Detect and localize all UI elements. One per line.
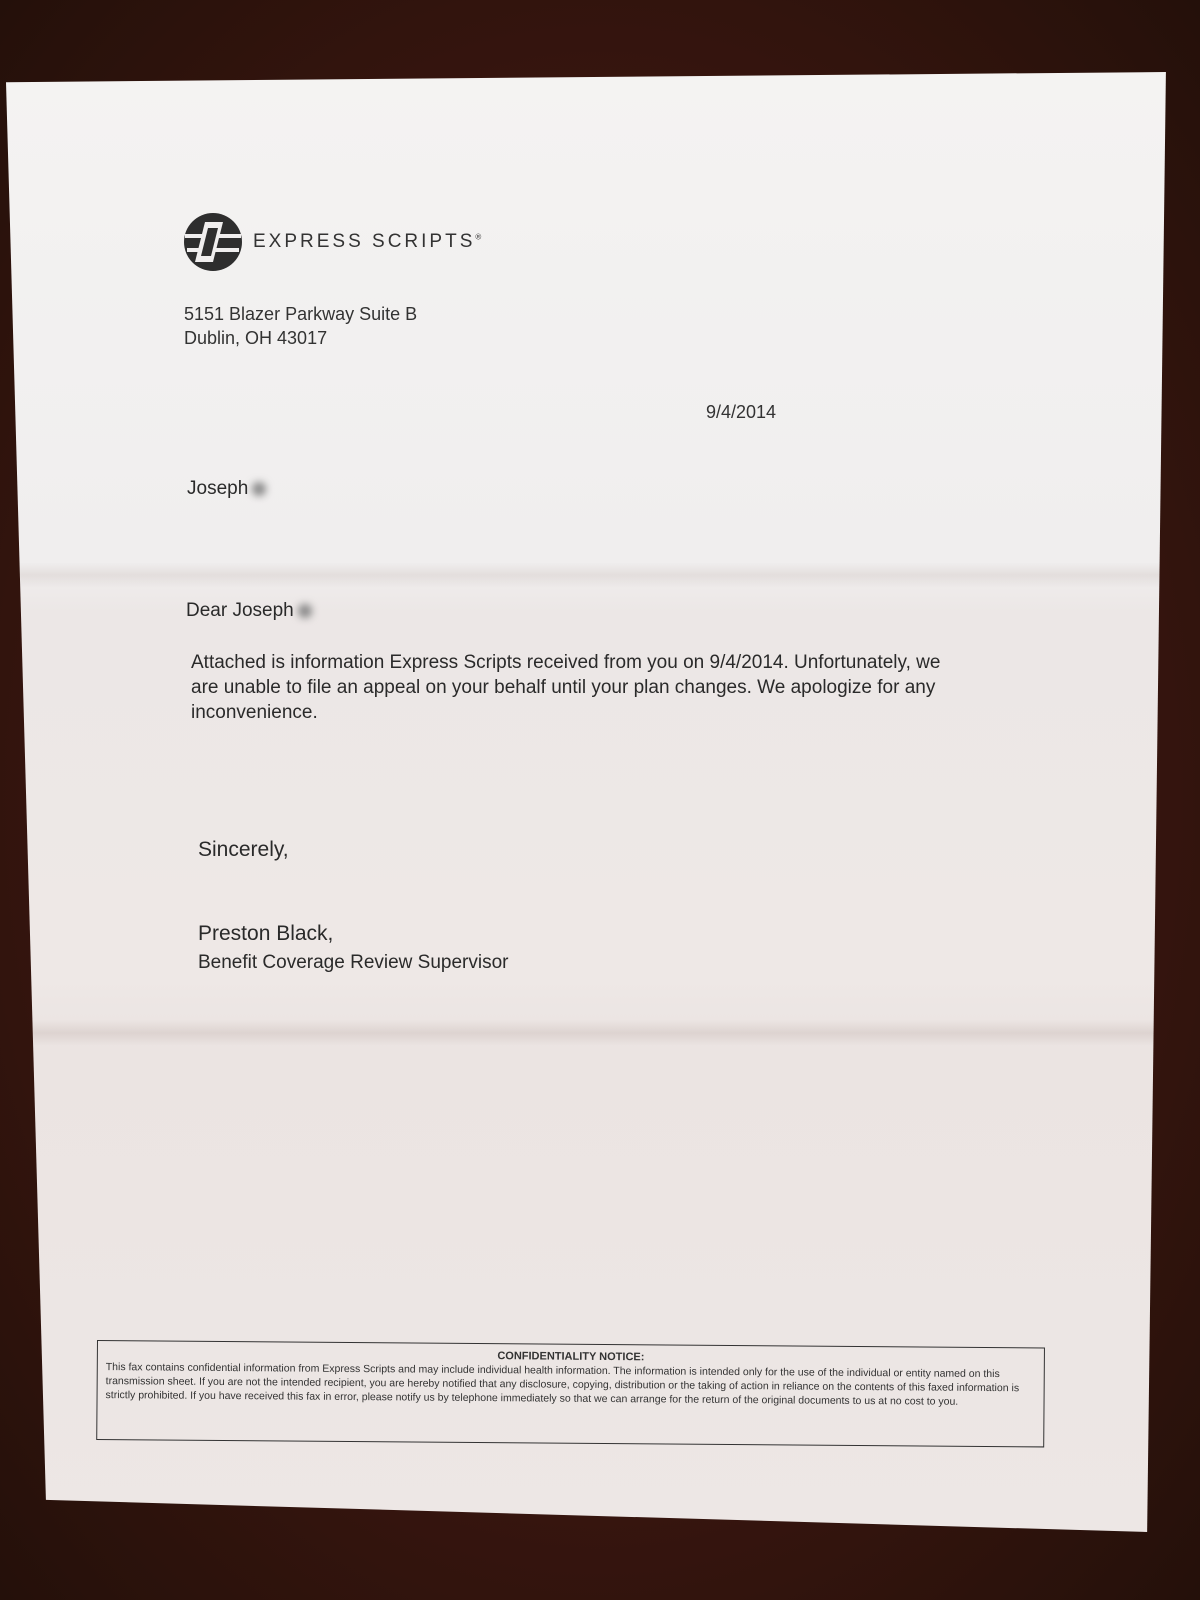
salutation-text: Dear Joseph — [186, 600, 294, 621]
company-name — [253, 231, 481, 253]
redacted-surname — [252, 482, 266, 496]
redacted-surname — [298, 604, 312, 618]
recipient-name — [187, 478, 266, 500]
company-name-text: EXPRESS SCRIPTS — [253, 231, 476, 252]
letter-paper — [6, 72, 1180, 1532]
notice-title: CONFIDENTIALITY NOTICE: — [497, 1350, 645, 1364]
signer-title: Benefit Coverage Review Supervisor — [198, 952, 509, 973]
fold-crease-lower — [6, 1020, 1180, 1046]
fold-crease-upper — [6, 562, 1180, 588]
signer-name: Preston Black, — [198, 922, 334, 945]
salutation — [186, 600, 312, 622]
letter-body: Attached is information Express Scripts received from you on 9/4/2014. Unfortunately, we are unable to file an appeal on your behalf until your plan changes. We apologize for any inconvenience. — [191, 652, 941, 723]
closing: Sincerely, — [198, 838, 289, 861]
confidentiality-notice — [96, 1340, 1045, 1447]
address-line-1: 5151 Blazer Parkway Suite B — [184, 304, 418, 324]
company-logo — [183, 212, 481, 272]
recipient-name-text: Joseph — [187, 478, 249, 499]
notice-text: This fax contains confidential information from Express Scripts and may include individual health information. The information is intended only for the use of the individual or entity named on this transmission sheet. If you are not the intended recipient, you are hereby notified that any disclosure, copying, distribution or the taking of action in reliance on the contents of this faxed information is strictly prohibited. If you have received this fax in error, please notify us by telephone immediately so that we can arrange for the return of the original documents to us at no cost to you. — [105, 1361, 1020, 1408]
letter-date: 9/4/2014 — [706, 402, 777, 422]
express-scripts-logo-icon — [183, 212, 243, 272]
address-line-2: Dublin, OH 43017 — [184, 328, 328, 348]
sender-address — [184, 302, 417, 350]
trademark-symbol: ® — [475, 232, 482, 242]
